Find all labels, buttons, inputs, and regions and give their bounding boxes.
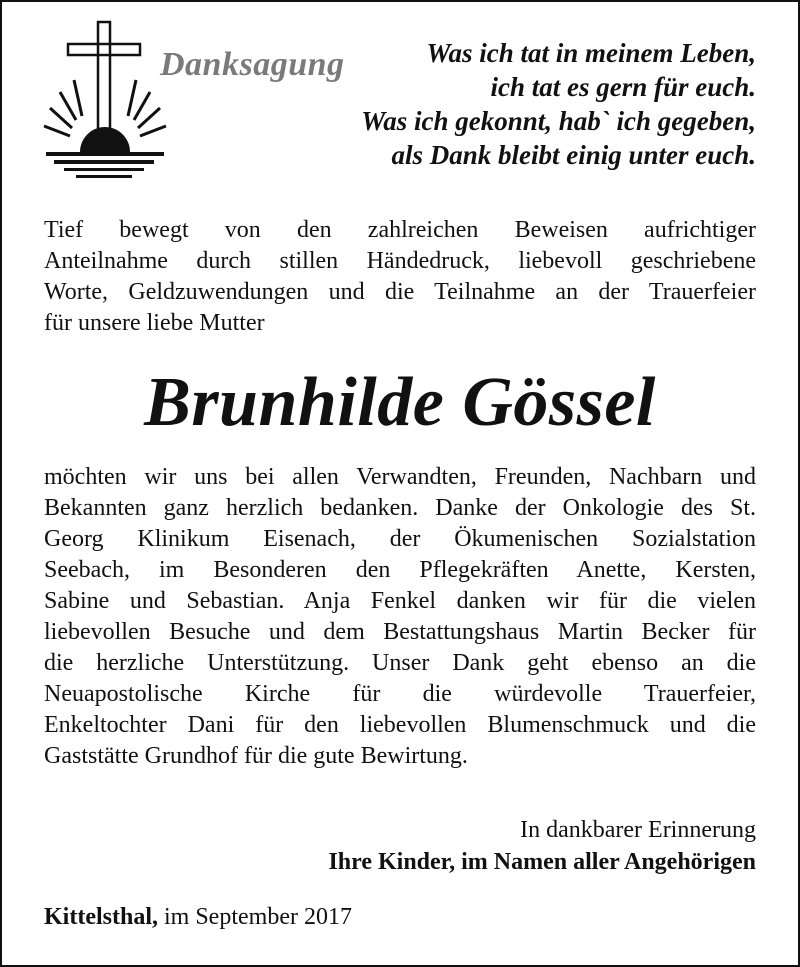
text-line: möchten wir uns bei allen Verwandten, Freunden, Nachbarn und <box>44 464 756 490</box>
text-line: Gaststätte Grundhof für die gute Bewirtung. <box>44 743 468 769</box>
intro-paragraph <box>44 215 756 339</box>
text-line: für unsere liebe Mutter <box>44 310 265 336</box>
text-line: die herzliche Unterstützung. Unser Dank geht ebenso an die <box>44 650 756 676</box>
signers: Ihre Kinder, im Namen aller Angehörigen <box>328 849 756 875</box>
text-line: Seebach, im Besonderen den Pflegekräften Anette, Kersten, <box>44 557 756 583</box>
text-line: Neuapostolische Kirche für die würdevolle Trauerfeier, <box>44 681 756 707</box>
notice-heading: Danksagung <box>160 46 345 83</box>
place: Kittelsthal, <box>44 904 158 930</box>
verse-line: Was ich tat in meinem Leben, <box>426 38 756 68</box>
cross-sunrise-icon <box>40 18 170 188</box>
text-line: Anteilnahme durch stillen Händedruck, liebevoll geschriebene <box>44 248 756 274</box>
text-line: Tief bewegt von den zahlreichen Beweisen aufrichtiger <box>44 217 756 243</box>
text-line: Worte, Geldzuwendungen und die Teilnahme an der Trauerfeier <box>44 279 756 305</box>
text-line: Bekannten ganz herzlich bedanken. Danke der Onkologie des St. <box>44 495 756 521</box>
verse-line: ich tat es gern für euch. <box>490 72 756 102</box>
deceased-name: Brunhilde Gössel <box>144 364 656 441</box>
place-date <box>44 904 352 931</box>
text-line: Sabine und Sebastian. Anja Fenkel danken wir für die vielen <box>44 588 756 614</box>
verse-line: Was ich gekonnt, hab` ich gegeben, <box>361 106 756 136</box>
thanks-paragraph <box>44 462 756 772</box>
closing-line: In dankbarer Erinnerung <box>520 817 756 843</box>
text-line: liebevollen Besuche und dem Bestattungshaus Martin Becker für <box>44 619 756 645</box>
verse-line: als Dank bleibt einig unter euch. <box>391 140 756 170</box>
closing-block <box>328 814 756 878</box>
verse-block <box>361 36 756 172</box>
text-line: Georg Klinikum Eisenach, der Ökumenischen Sozialstation <box>44 526 756 552</box>
text-line: Enkeltochter Dani für den liebevollen Blumenschmuck und die <box>44 712 756 738</box>
date: im September 2017 <box>158 904 352 930</box>
